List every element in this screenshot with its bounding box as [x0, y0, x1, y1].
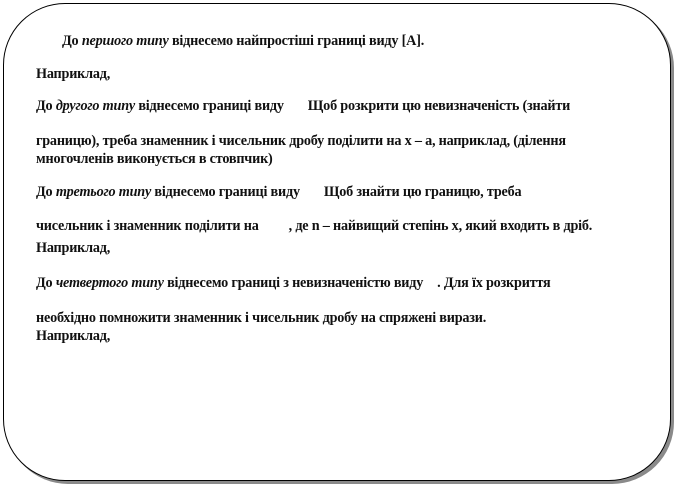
paragraph-third-type-cont [36, 218, 592, 235]
p7-pre: чисельник і знаменник поділити на [36, 218, 259, 234]
p6-mid: віднесемо границі виду [151, 184, 300, 200]
example-label-2: Наприклад, [36, 240, 111, 256]
paragraph-second-type-cont: границю), треба знаменник і чисельник дробу поділити на x – a, наприклад, (ділення [36, 133, 566, 149]
p6-pre: До [36, 184, 56, 200]
p7-post: , де n – найвищий степінь x, який входить в дріб. [288, 218, 593, 234]
paragraph-fourth-type [36, 275, 551, 292]
p1-emphasis: першого типу [81, 33, 169, 49]
paragraph-fourth-type-cont: необхідно помножити знаменник і чисельник дробу на спряжені вирази. [36, 310, 487, 326]
p3-emphasis: другого типу [55, 98, 135, 114]
p3-mid: віднесемо границі виду [134, 98, 284, 114]
paragraph-second-type [36, 98, 570, 115]
p3-pre: До [36, 98, 56, 114]
p1-pre: До [62, 33, 82, 49]
p9-mid: віднесемо границі з невизначеністю виду [163, 275, 424, 291]
example-label-1: Наприклад, [36, 66, 111, 82]
p9-emphasis: четвертого типу [55, 275, 164, 291]
p6-emphasis: третього типу [55, 184, 152, 200]
paragraph-third-type [36, 184, 521, 201]
paragraph-second-type-cont2: многочленів виконується в стовпчик) [36, 151, 273, 167]
p9-pre: До [36, 275, 56, 291]
p6-post: Щоб знайти цю границю, треба [323, 184, 522, 200]
p3-post: Щоб розкрити цю невизначеність (знайти [307, 98, 571, 114]
example-label-3: Наприклад, [36, 328, 111, 344]
p1-post: віднесемо найпростіші границі виду [А]. [168, 33, 425, 49]
p9-post: . Для їх розкриття [437, 275, 551, 291]
paragraph-first-type [62, 33, 424, 50]
